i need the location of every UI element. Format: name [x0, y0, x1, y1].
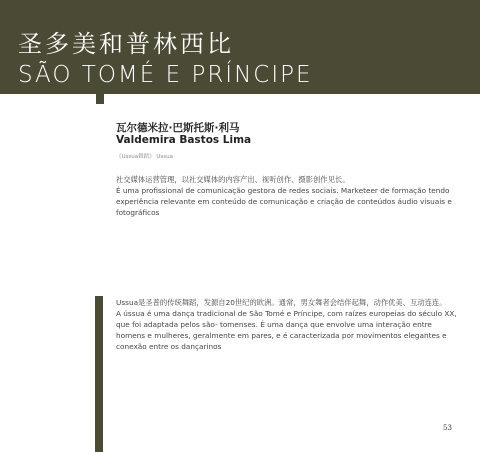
page-header [0, 0, 480, 94]
person-name-chinese: 瓦尔德米拉·巴斯托斯·利马 [116, 122, 240, 134]
accent-bar-top [96, 94, 104, 104]
bio-portuguese: É uma profissional de comunicação gestora de redes sociais. Marketeer de formação tendo experiência relevante em conteúdo de comunicação e criação de conteúdos áudio visuais e fotográficos [116, 186, 452, 217]
country-title-portuguese: SÃO TOMÉ E PRÍNCIPE [18, 62, 313, 88]
country-title-chinese: 圣多美和普林西比 [18, 30, 234, 58]
description-chinese: Ussua是圣普的传统舞蹈，发源自20世纪的欧洲。通常，男女舞者会结伴起舞，动作优美、互动连连。 [116, 298, 447, 307]
bio-section [116, 174, 461, 218]
work-credit: 《Ussua舞蹈》 Ussua [116, 154, 173, 160]
description-section [116, 297, 461, 352]
person-name-portuguese: Valdemira Bastos Lima [116, 134, 252, 146]
description-portuguese: A ússua é uma dança tradicional de São Tomé e Príncipe, com raízes europeias do século XX, que foi adaptada pelos são- tomenses. É uma dança que envolve uma interação entre homens e mulheres, geralmente em pares, e é caracterizada por movimentos elegantes e conexão entre os dançarinos [116, 309, 457, 351]
page-number: 53 [443, 424, 452, 432]
accent-bar-bottom [95, 296, 103, 452]
bio-chinese: 社交媒体运营管理，以社交媒体的内容产出、视听创作、摄影创作见长。 [116, 175, 350, 184]
